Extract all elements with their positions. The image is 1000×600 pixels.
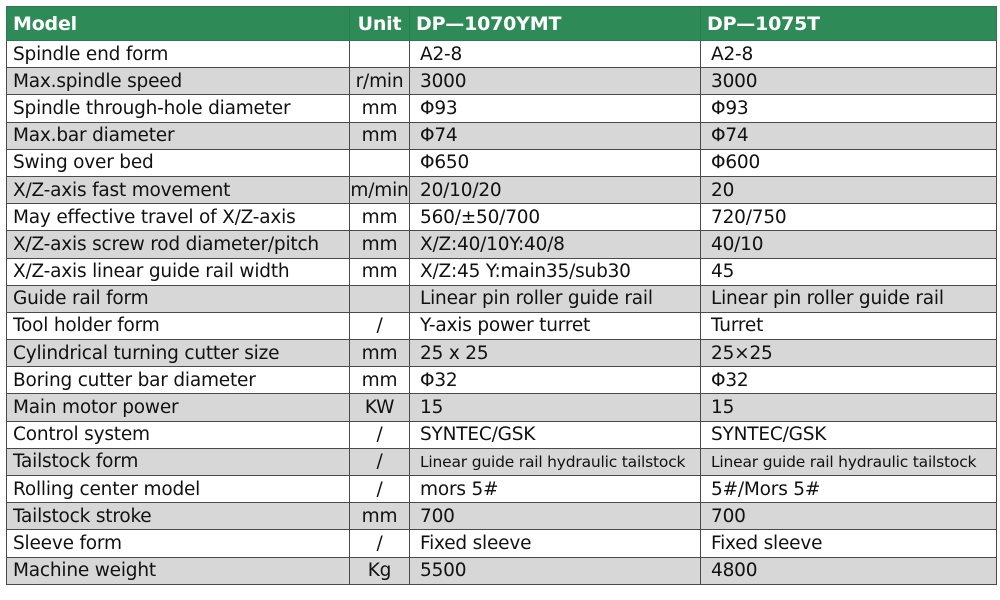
- header-machine-a: DP—1070YMT: [410, 7, 701, 41]
- table-row: [7, 312, 997, 339]
- table-row: [7, 204, 997, 231]
- unit-cell: mm: [350, 95, 410, 122]
- machine-b-cell: 40/10: [701, 231, 997, 258]
- machine-b-cell: A2-8: [701, 41, 997, 68]
- machine-b-cell: 3000: [701, 68, 997, 95]
- unit-cell: mm: [350, 231, 410, 258]
- header-row: [7, 7, 997, 41]
- machine-a-cell: 5500: [410, 557, 701, 584]
- param-cell: X/Z-axis screw rod diameter/pitch: [7, 231, 350, 258]
- header-model: Model: [7, 7, 350, 41]
- machine-b-cell: 5#/Mors 5#: [701, 476, 997, 503]
- param-cell: Tailstock form: [7, 448, 350, 475]
- table-row: [7, 448, 997, 475]
- table-row: [7, 149, 997, 176]
- unit-cell: KW: [350, 394, 410, 421]
- machine-a-cell: Y-axis power turret: [410, 312, 701, 339]
- machine-a-cell: Φ650: [410, 149, 701, 176]
- table-row: [7, 394, 997, 421]
- param-cell: Cylindrical turning cutter size: [7, 340, 350, 367]
- table-row: [7, 41, 997, 68]
- machine-a-cell: X/Z:40/10Y:40/8: [410, 231, 701, 258]
- machine-b-cell: 20: [701, 176, 997, 203]
- machine-a-cell: 25 x 25: [410, 340, 701, 367]
- unit-cell: /: [350, 476, 410, 503]
- param-cell: Max.bar diameter: [7, 122, 350, 149]
- machine-b-cell: 700: [701, 503, 997, 530]
- param-cell: Tool holder form: [7, 312, 350, 339]
- param-cell: Rolling center model: [7, 476, 350, 503]
- param-cell: Control system: [7, 421, 350, 448]
- machine-b-cell: Turret: [701, 312, 997, 339]
- param-cell: Sleeve form: [7, 530, 350, 557]
- unit-cell: r/min: [350, 68, 410, 95]
- table-row: [7, 122, 997, 149]
- machine-b-cell: Fixed sleeve: [701, 530, 997, 557]
- param-cell: Spindle through-hole diameter: [7, 95, 350, 122]
- param-cell: Swing over bed: [7, 149, 350, 176]
- table-row: [7, 68, 997, 95]
- table-row: [7, 231, 997, 258]
- param-cell: Spindle end form: [7, 41, 350, 68]
- unit-cell: mm: [350, 340, 410, 367]
- machine-a-cell: SYNTEC/GSK: [410, 421, 701, 448]
- table-row: [7, 421, 997, 448]
- machine-a-cell: 700: [410, 503, 701, 530]
- unit-cell: [350, 41, 410, 68]
- machine-b-cell: Φ93: [701, 95, 997, 122]
- spec-table: [6, 6, 997, 585]
- table-row: [7, 530, 997, 557]
- machine-b-cell: Φ600: [701, 149, 997, 176]
- machine-a-cell: X/Z:45 Y:main35/sub30: [410, 258, 701, 285]
- unit-cell: m/min: [350, 176, 410, 203]
- machine-a-cell: Linear guide rail hydraulic tailstock: [410, 448, 701, 475]
- table-row: [7, 176, 997, 203]
- machine-a-cell: 20/10/20: [410, 176, 701, 203]
- machine-b-cell: SYNTEC/GSK: [701, 421, 997, 448]
- table-row: [7, 503, 997, 530]
- param-cell: Boring cutter bar diameter: [7, 367, 350, 394]
- unit-cell: mm: [350, 503, 410, 530]
- machine-b-cell: 720/750: [701, 204, 997, 231]
- machine-a-cell: Fixed sleeve: [410, 530, 701, 557]
- unit-cell: [350, 285, 410, 312]
- table-row: [7, 557, 997, 584]
- machine-a-cell: Linear pin roller guide rail: [410, 285, 701, 312]
- unit-cell: /: [350, 421, 410, 448]
- header-unit: Unit: [350, 7, 410, 41]
- unit-cell: /: [350, 312, 410, 339]
- param-cell: X/Z-axis fast movement: [7, 176, 350, 203]
- table-row: [7, 340, 997, 367]
- table-row: [7, 476, 997, 503]
- unit-cell: Kg: [350, 557, 410, 584]
- param-cell: May effective travel of X/Z-axis: [7, 204, 350, 231]
- param-cell: X/Z-axis linear guide rail width: [7, 258, 350, 285]
- machine-b-cell: 25×25: [701, 340, 997, 367]
- machine-a-cell: 560/±50/700: [410, 204, 701, 231]
- unit-cell: /: [350, 448, 410, 475]
- param-cell: Main motor power: [7, 394, 350, 421]
- param-cell: Guide rail form: [7, 285, 350, 312]
- table-row: [7, 367, 997, 394]
- header-machine-b: DP—1075T: [701, 7, 997, 41]
- machine-b-cell: 15: [701, 394, 997, 421]
- unit-cell: [350, 149, 410, 176]
- machine-b-cell: Φ32: [701, 367, 997, 394]
- table-row: [7, 285, 997, 312]
- machine-a-cell: 15: [410, 394, 701, 421]
- machine-b-cell: 4800: [701, 557, 997, 584]
- machine-a-cell: 3000: [410, 68, 701, 95]
- unit-cell: mm: [350, 204, 410, 231]
- param-cell: Tailstock stroke: [7, 503, 350, 530]
- machine-a-cell: mors 5#: [410, 476, 701, 503]
- machine-b-cell: Linear pin roller guide rail: [701, 285, 997, 312]
- unit-cell: mm: [350, 122, 410, 149]
- machine-b-cell: 45: [701, 258, 997, 285]
- unit-cell: mm: [350, 258, 410, 285]
- unit-cell: /: [350, 530, 410, 557]
- table-row: [7, 258, 997, 285]
- machine-a-cell: Φ32: [410, 367, 701, 394]
- machine-a-cell: Φ74: [410, 122, 701, 149]
- machine-b-cell: Φ74: [701, 122, 997, 149]
- param-cell: Machine weight: [7, 557, 350, 584]
- unit-cell: mm: [350, 367, 410, 394]
- machine-a-cell: A2-8: [410, 41, 701, 68]
- spec-body: [7, 41, 997, 585]
- table-row: [7, 95, 997, 122]
- machine-a-cell: Φ93: [410, 95, 701, 122]
- param-cell: Max.spindle speed: [7, 68, 350, 95]
- machine-b-cell: Linear guide rail hydraulic tailstock: [701, 448, 997, 475]
